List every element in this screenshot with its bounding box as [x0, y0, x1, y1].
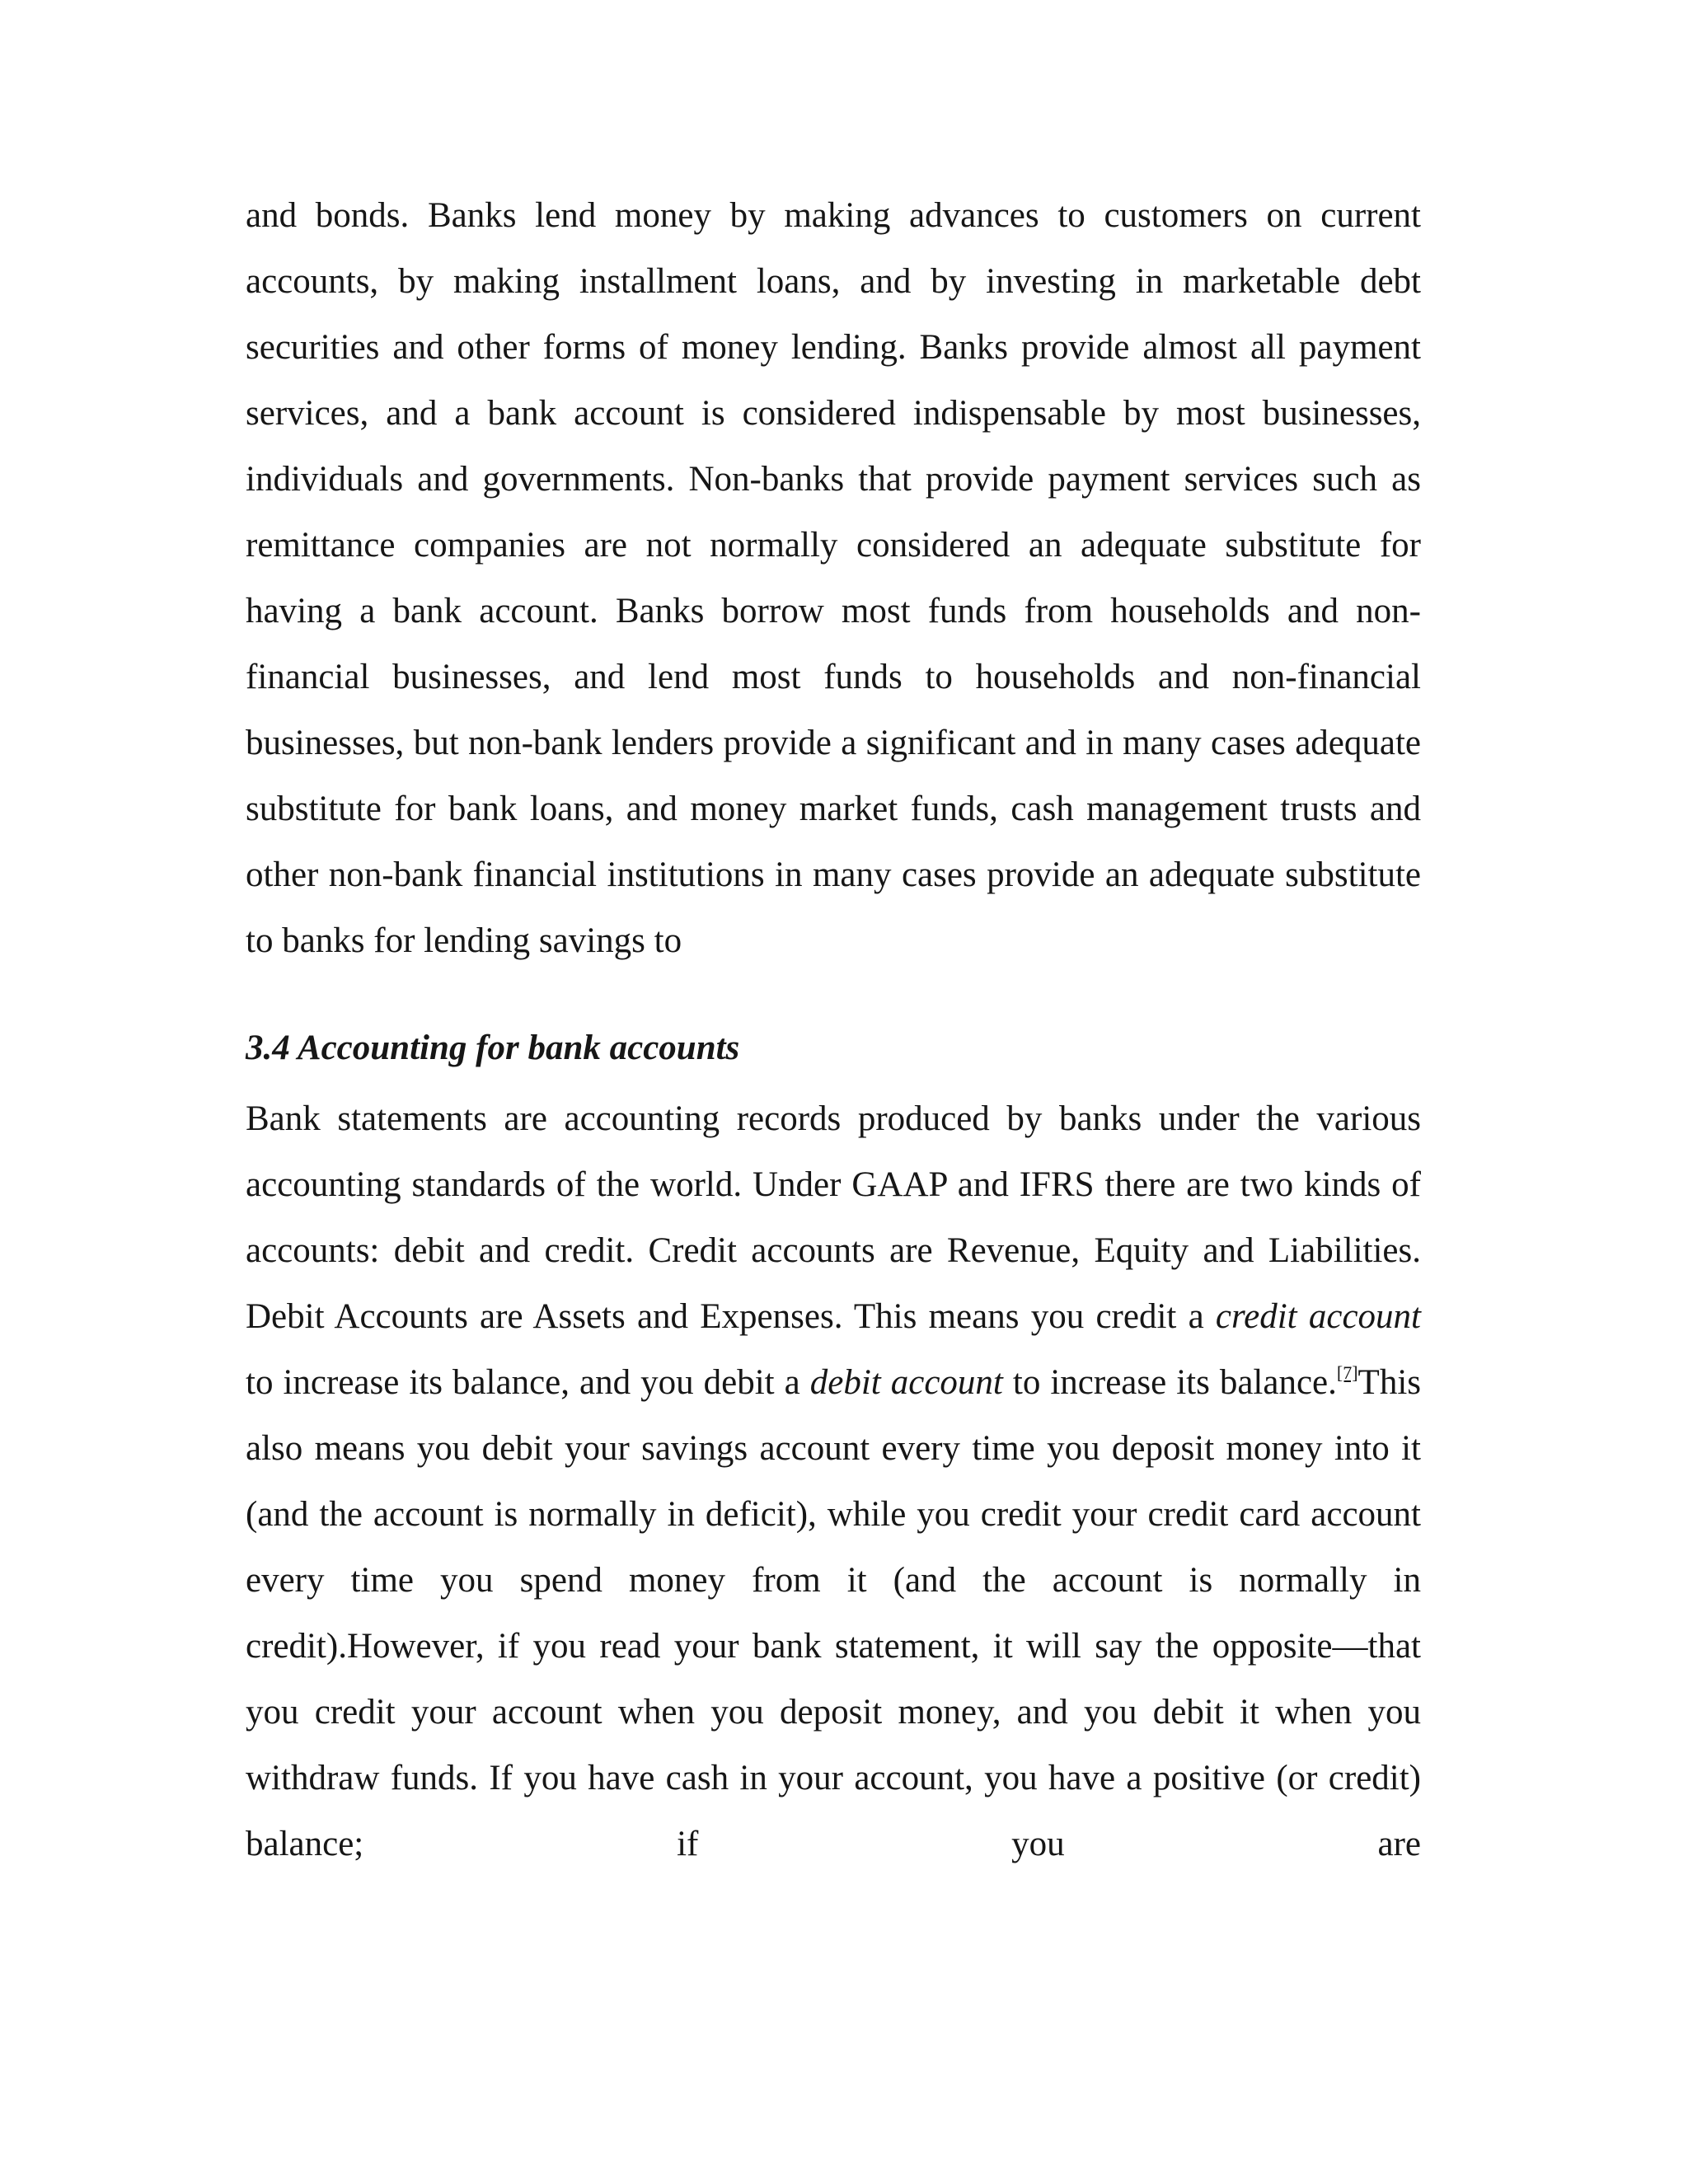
paragraph-text: This also means you debit your savings account every time you deposit money into it (and the account is normally in deficit), while you credit your credit card account every time you spend money from it (and the account is normally in credit).However, if you read your bank statement, it will say the opposite—that you credit your account when you deposit money, and you debit it when you withdraw funds. If you have cash in your account, you have a positive (or credit) balance; if you are: [246, 1363, 1421, 1863]
paragraph-text: to increase its balance, and you debit a: [246, 1363, 810, 1402]
section-heading: 3.4 Accounting for bank accounts: [246, 1029, 740, 1067]
paragraph-accounting: [246, 1086, 1421, 1877]
document-page: [246, 183, 1421, 1877]
footnote-link[interactable]: [7]: [1336, 1362, 1358, 1383]
emphasis-credit-account: credit account: [1215, 1297, 1421, 1336]
paragraph-text: Bank statements are accounting records produced by banks under the various accounting standards of the world. Under GAAP and IFRS there are two kinds of accounts: debit and credit. Credit accounts are Revenue, Equity and Liabilities. Debit Accounts are Assets and Expenses. This means you credit a: [246, 1099, 1421, 1336]
emphasis-debit-account: debit account: [809, 1363, 1003, 1402]
paragraph-text: to increase its balance.: [1002, 1363, 1337, 1402]
paragraph-bank-services: and bonds. Banks lend money by making advances to customers on current accounts, by making installment loans, and by investing in marketable debt securities and other forms of money lending. Banks provide almost all payment services, and a bank account is considered indispensable by most businesses, individuals and governments. Non-banks that provide payment services such as remittance companies are not normally considered an adequate substitute for having a bank account. Banks borrow most funds from households and non-financial businesses, and lend most funds to households and non-financial businesses, but non-bank lenders provide a significant and in many cases adequate substitute for bank loans, and money market funds, cash management trusts and other non-bank financial institutions in many cases provide an adequate substitute to banks for lending savings to: [246, 196, 1421, 960]
